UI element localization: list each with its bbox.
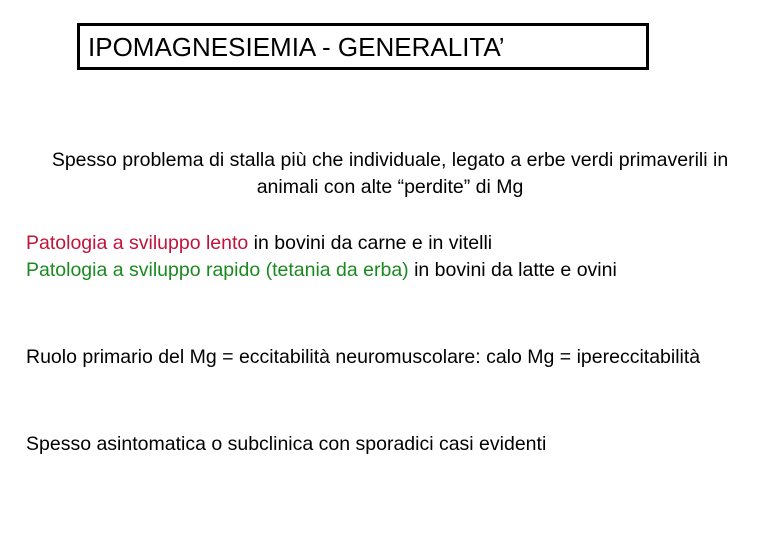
pathology-types-block xyxy=(26,230,761,284)
slide-title: IPOMAGNESIEMIA - GENERALITA’ xyxy=(88,31,505,62)
rapid-pathology-line xyxy=(26,257,761,284)
slow-pathology-text: in bovini da carne e in vitelli xyxy=(248,232,493,254)
slow-pathology-highlight: Patologia a sviluppo lento xyxy=(26,232,249,254)
rapid-pathology-text: in bovini da latte e ovini xyxy=(408,259,617,281)
slow-pathology-line xyxy=(26,230,761,257)
symptoms-paragraph: Spesso asintomatica o subclinica con sporadici casi evidenti xyxy=(26,433,547,455)
rapid-pathology-highlight: Patologia a sviluppo rapido (tetania da erba) xyxy=(26,259,409,281)
title-box xyxy=(77,23,649,70)
intro-paragraph: Spesso problema di stalla più che individuale, legato a erbe verdi primaverili in animali con alte “perdite” di Mg xyxy=(51,149,729,198)
magnesium-role-paragraph: Ruolo primario del Mg = eccitabilità neuromuscolare: calo Mg = ipereccitabilità xyxy=(26,346,701,368)
